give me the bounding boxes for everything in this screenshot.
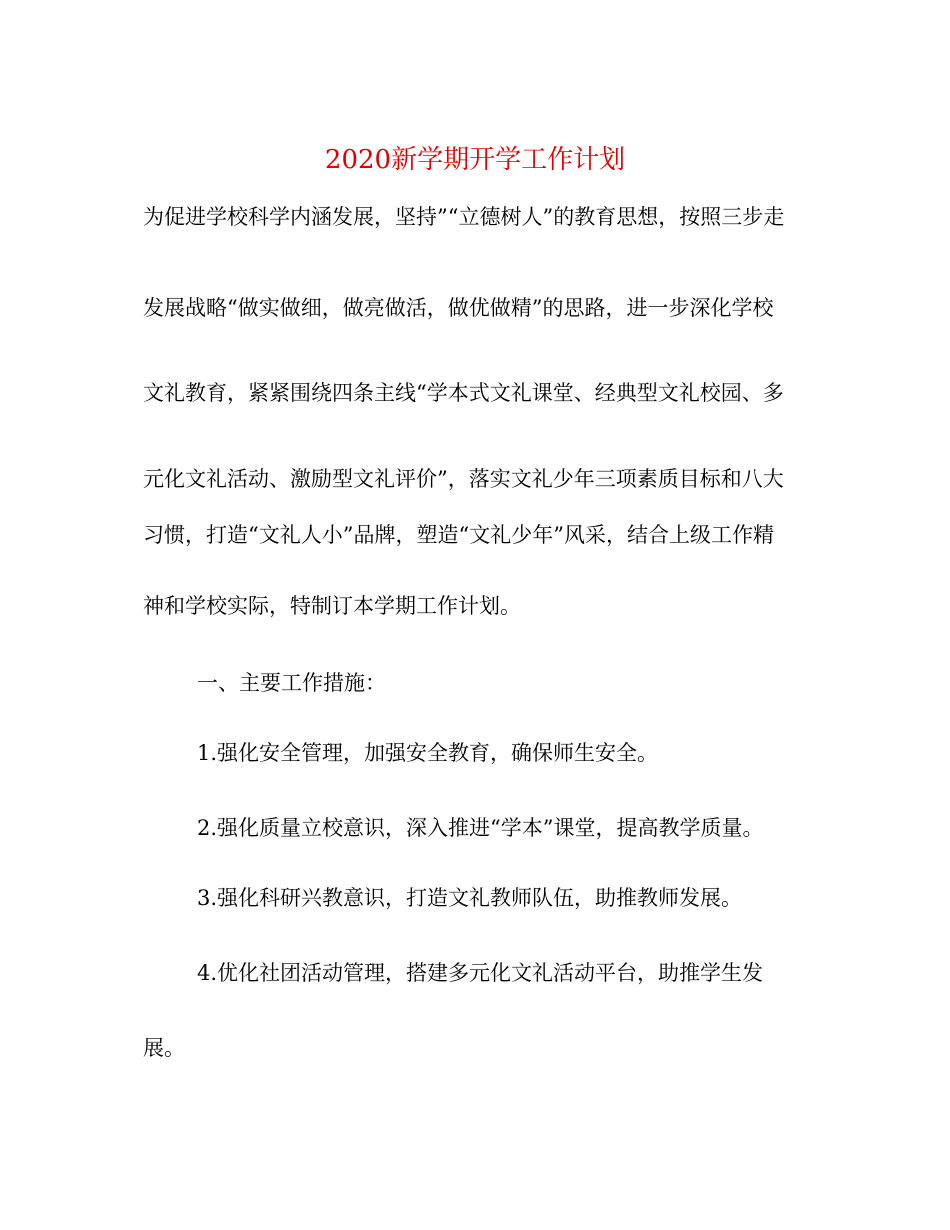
intro-line-4: 元化文礼活动、激励型文礼评价”，落实文礼少年三项素质目标和八大 xyxy=(143,467,784,491)
intro-line-1: 为促进学校科学内涵发展，坚持”“立德树人”的教育思想，按照三步走 xyxy=(143,205,785,229)
measure-item-4-continuation: 展。 xyxy=(143,1036,185,1060)
measure-item-1: 1.强化安全管理，加强安全教育，确保师生安全。 xyxy=(197,741,659,765)
document-title: 2020新学期开学工作计划 xyxy=(324,145,626,175)
intro-line-3: 文礼教育，紧紧围绕四条主线“学本式文礼课堂、经典型文礼校园、多 xyxy=(143,381,784,405)
measure-item-4: 4.优化社团活动管理，搭建多元化文礼活动平台，助推学生发 xyxy=(197,961,764,985)
measure-item-3: 3.强化科研兴教意识，打造文礼教师队伍，助推教师发展。 xyxy=(197,886,743,910)
intro-line-6: 神和学校实际，特制订本学期工作计划。 xyxy=(143,594,521,618)
intro-line-5: 习惯，打造“文礼人小”品牌，塑造“文礼少年”风采，结合上级工作精 xyxy=(143,523,774,547)
intro-line-2: 发展战略“做实做细，做亮做活，做优做精”的思路，进一步深化学校 xyxy=(143,296,774,320)
measure-item-2: 2.强化质量立校意识，深入推进“学本”课堂，提高教学质量。 xyxy=(197,816,764,840)
section-heading: 一、主要工作措施： xyxy=(197,671,386,695)
